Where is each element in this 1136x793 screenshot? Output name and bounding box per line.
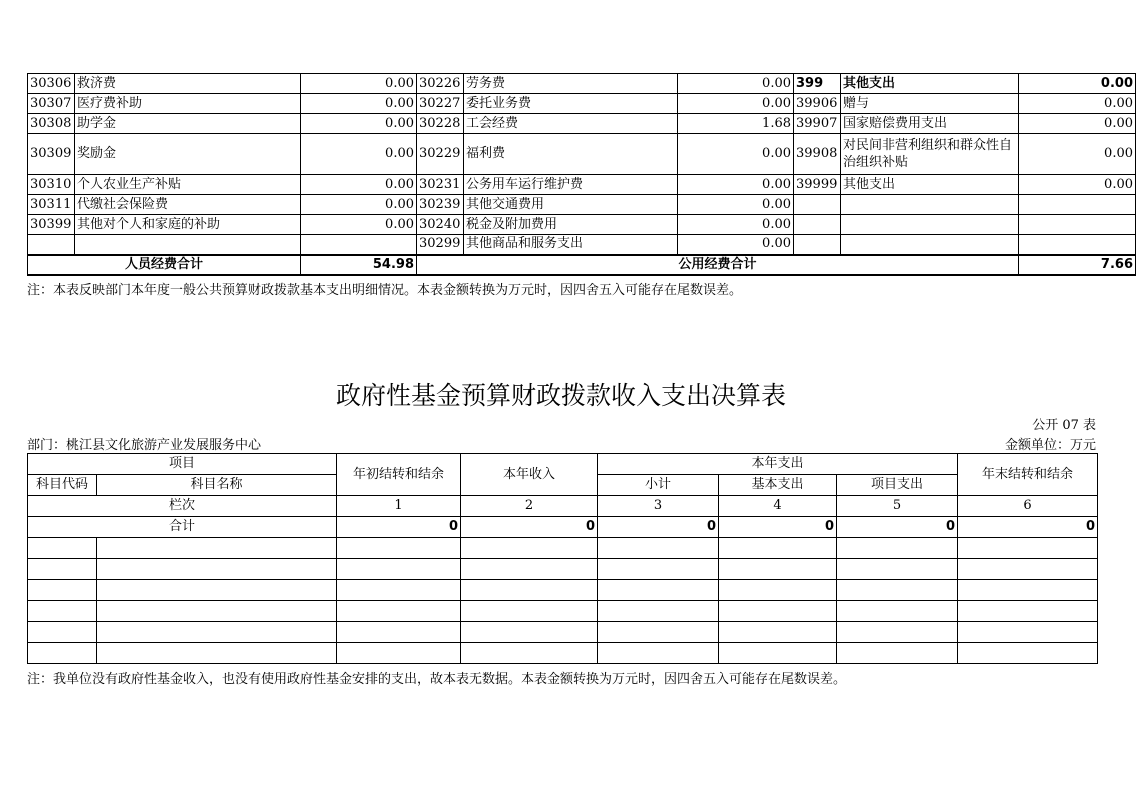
total-label: 合计 (28, 517, 337, 538)
code-cell: 30226 (417, 74, 464, 94)
amount-cell: 0.00 (301, 114, 417, 134)
name-cell: 助学金 (75, 114, 301, 134)
total-value: 0 (719, 517, 837, 538)
code-cell: 39908 (794, 134, 841, 175)
code-cell: 39999 (794, 175, 841, 195)
empty-row (28, 580, 1098, 601)
empty-row (28, 601, 1098, 622)
total-value: 0 (958, 517, 1098, 538)
amount-cell: 0.00 (301, 134, 417, 175)
name-cell: 国家赔偿费用支出 (841, 114, 1019, 134)
table-row (28, 195, 1136, 215)
amount-cell: 0.00 (678, 195, 794, 215)
amount-cell: 0.00 (301, 195, 417, 215)
table-row (28, 134, 1136, 175)
amount-cell: 0.00 (301, 94, 417, 114)
code-cell: 39906 (794, 94, 841, 114)
code-cell: 30311 (28, 195, 75, 215)
amount-cell (1019, 215, 1136, 235)
code-cell: 30240 (417, 215, 464, 235)
amount-cell: 0.00 (678, 175, 794, 195)
name-cell: 其他商品和服务支出 (464, 235, 678, 255)
project-expense-header: 项目支出 (837, 475, 958, 496)
government-fund-table (27, 453, 1098, 664)
department-label: 部门：桃江县文化旅游产业发展服务中心 (27, 438, 262, 453)
total-value: 0 (837, 517, 958, 538)
name-cell (841, 235, 1019, 255)
column-index-cell: 1 (337, 496, 461, 517)
name-cell: 其他对个人和家庭的补助 (75, 215, 301, 235)
basic-expenditure-detail-table (27, 73, 1136, 276)
code-cell: 30299 (417, 235, 464, 255)
name-cell: 其他交通费用 (464, 195, 678, 215)
table-row (28, 215, 1136, 235)
code-cell: 30308 (28, 114, 75, 134)
name-cell: 公务用车运行维护费 (464, 175, 678, 195)
code-cell: 30228 (417, 114, 464, 134)
name-cell: 福利费 (464, 134, 678, 175)
total-value: 0 (461, 517, 598, 538)
empty-row (28, 622, 1098, 643)
name-cell: 个人农业生产补贴 (75, 175, 301, 195)
amount-cell: 0.00 (678, 134, 794, 175)
code-cell (794, 235, 841, 255)
total-value: 0 (337, 517, 461, 538)
amount-cell: 0.00 (1019, 134, 1136, 175)
amount-cell: 0.00 (1019, 175, 1136, 195)
table-code: 公开 07 表 (1032, 418, 1096, 433)
name-cell: 其他支出 (841, 74, 1019, 94)
name-cell: 医疗费补助 (75, 94, 301, 114)
item-header: 项目 (28, 454, 337, 475)
column-index-cell: 2 (461, 496, 598, 517)
unit-label: 金额单位：万元 (1004, 438, 1096, 453)
amount-cell (1019, 195, 1136, 215)
name-cell: 工会经费 (464, 114, 678, 134)
name-cell: 对民间非营利组织和群众性自治组织补贴 (841, 134, 1019, 175)
amount-cell: 0.00 (1019, 94, 1136, 114)
personnel-total-label: 人员经费合计 (28, 255, 301, 275)
name-cell: 赠与 (841, 94, 1019, 114)
opening-balance-header: 年初结转和结余 (337, 454, 461, 496)
code-cell: 30310 (28, 175, 75, 195)
name-cell: 税金及附加费用 (464, 215, 678, 235)
expense-header: 本年支出 (598, 454, 958, 475)
amount-cell: 0.00 (1019, 74, 1136, 94)
name-cell (841, 215, 1019, 235)
personnel-total-value: 54.98 (301, 255, 417, 275)
code-cell: 30231 (417, 175, 464, 195)
code-cell (794, 215, 841, 235)
amount-cell: 0.00 (678, 94, 794, 114)
name-cell (841, 195, 1019, 215)
amount-cell: 0.00 (1019, 114, 1136, 134)
table2-note: 注：我单位没有政府性基金收入，也没有使用政府性基金安排的支出，故本表无数据。本表金额转换为万元时，因四舍五入可能存在尾数误差。 (27, 672, 847, 687)
code-cell: 30227 (417, 94, 464, 114)
code-cell (28, 235, 75, 255)
name-header: 科目名称 (97, 475, 337, 496)
table-row (28, 235, 1136, 255)
amount-cell: 0.00 (301, 74, 417, 94)
total-value: 0 (598, 517, 719, 538)
amount-cell (301, 235, 417, 255)
column-index-cell: 4 (719, 496, 837, 517)
column-index-row (28, 496, 1098, 517)
empty-row (28, 538, 1098, 559)
code-cell: 399 (794, 74, 841, 94)
code-cell: 30306 (28, 74, 75, 94)
name-cell: 劳务费 (464, 74, 678, 94)
column-index-cell: 3 (598, 496, 719, 517)
code-cell: 30399 (28, 215, 75, 235)
basic-expense-header: 基本支出 (719, 475, 837, 496)
subtotal-header: 小计 (598, 475, 719, 496)
row-label-cell: 栏次 (28, 496, 337, 517)
amount-cell (1019, 235, 1136, 255)
page-title: 政府性基金预算财政拨款收入支出决算表 (335, 381, 786, 410)
table-row (28, 114, 1136, 134)
table-row (28, 94, 1136, 114)
amount-cell: 0.00 (301, 175, 417, 195)
amount-cell: 0.00 (301, 215, 417, 235)
code-cell: 30229 (417, 134, 464, 175)
empty-row (28, 559, 1098, 580)
code-cell: 30307 (28, 94, 75, 114)
public-total-label: 公用经费合计 (417, 255, 1019, 275)
column-index-cell: 5 (837, 496, 958, 517)
column-index-cell: 6 (958, 496, 1098, 517)
name-cell (75, 235, 301, 255)
code-cell: 30239 (417, 195, 464, 215)
empty-row (28, 643, 1098, 664)
closing-balance-header: 年末结转和结余 (958, 454, 1098, 496)
name-cell: 奖励金 (75, 134, 301, 175)
code-cell: 30309 (28, 134, 75, 175)
table-row (28, 175, 1136, 195)
amount-cell: 1.68 (678, 114, 794, 134)
total-row (28, 255, 1136, 275)
code-cell (794, 195, 841, 215)
amount-cell: 0.00 (678, 74, 794, 94)
table1-note: 注：本表反映部门本年度一般公共预算财政拨款基本支出明细情况。本表金额转换为万元时，因四舍五入可能存在尾数误差。 (27, 283, 743, 298)
name-cell: 其他支出 (841, 175, 1019, 195)
name-cell: 代缴社会保险费 (75, 195, 301, 215)
amount-cell: 0.00 (678, 215, 794, 235)
code-cell: 39907 (794, 114, 841, 134)
header-row (28, 454, 1098, 475)
table-row (28, 74, 1136, 94)
code-header: 科目代码 (28, 475, 97, 496)
name-cell: 委托业务费 (464, 94, 678, 114)
public-total-value: 7.66 (1019, 255, 1136, 275)
total-row (28, 517, 1098, 538)
income-header: 本年收入 (461, 454, 598, 496)
name-cell: 救济费 (75, 74, 301, 94)
amount-cell: 0.00 (678, 235, 794, 255)
